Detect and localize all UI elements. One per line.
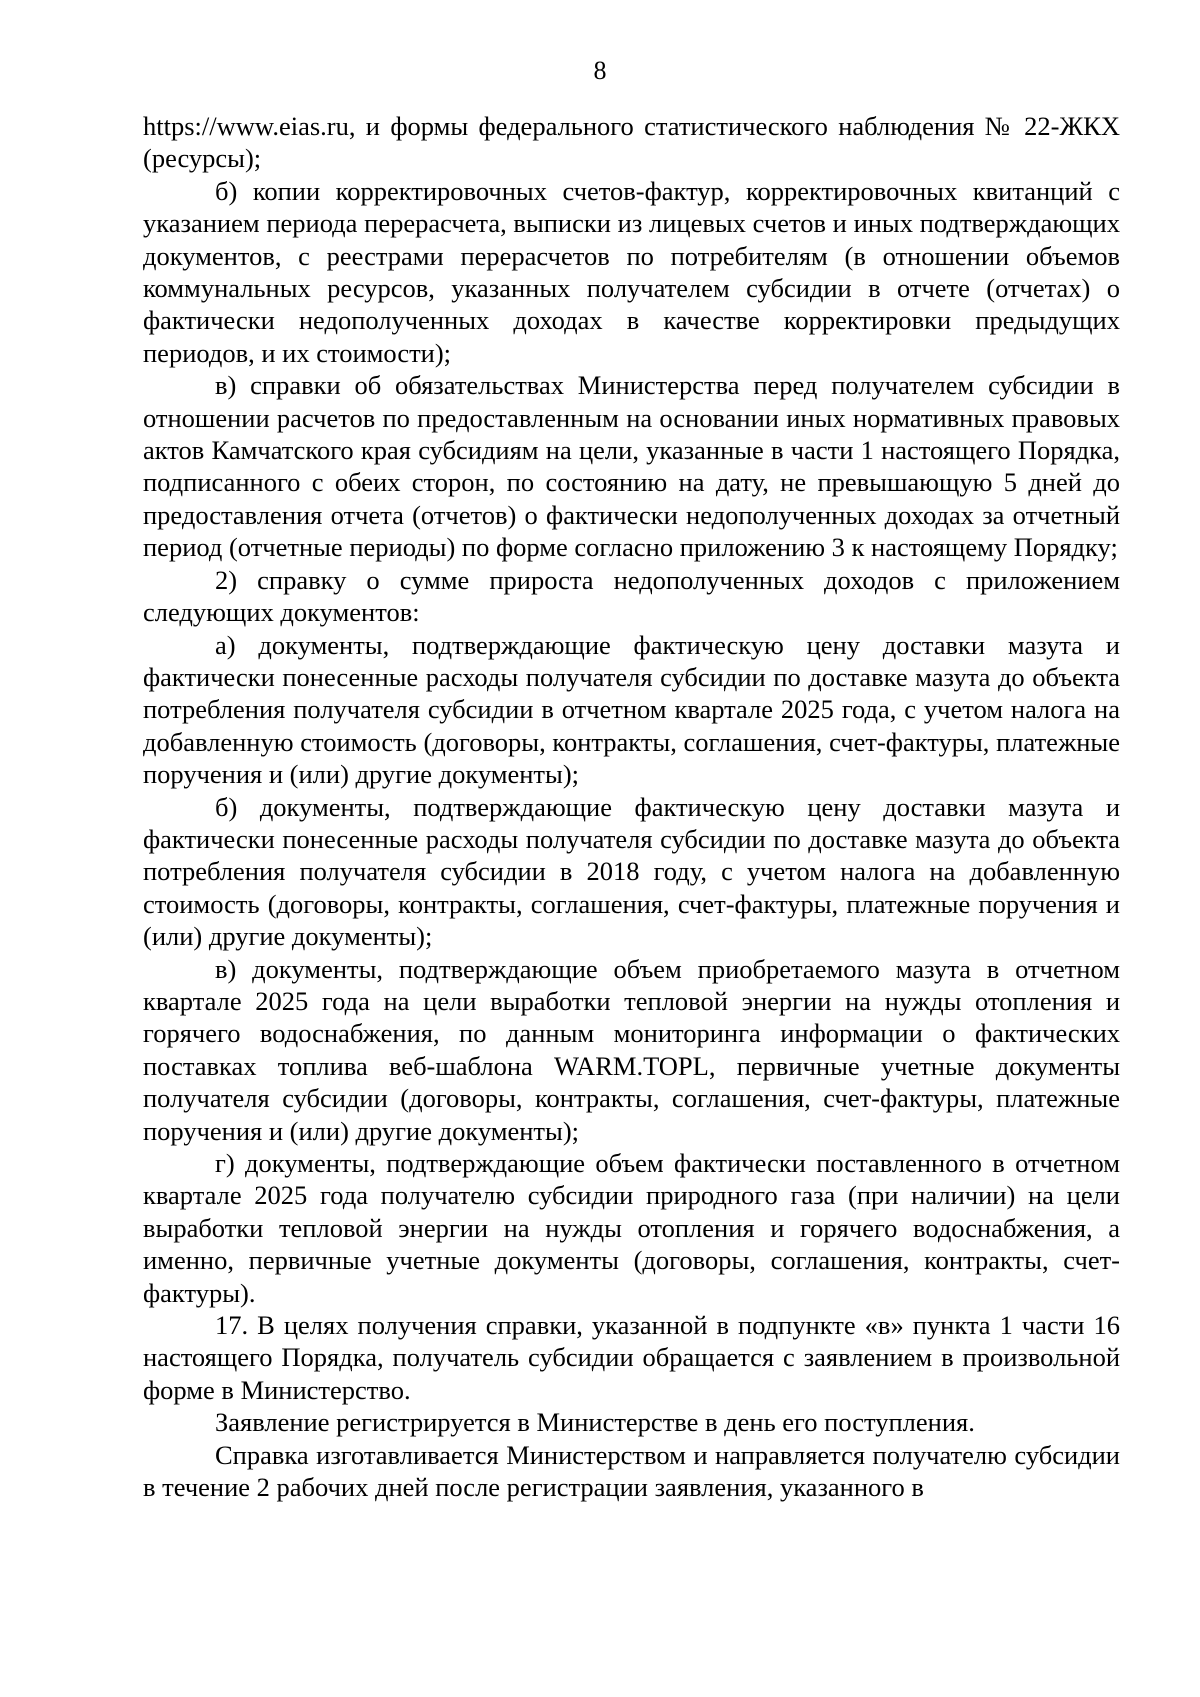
paragraph-item-v-fuel-oil-volume: в) документы, подтверждающие объем приобретаемого мазута в отчетном квартале 2025 года на цели выработки тепловой энергии на нужды отопления и горячего водоснабжения, по данным мониторинга информации о фактических поставках топлива веб-шаблона WARM.TOPL, первичные учетные документы получателя субсидии (договоры, контракты, соглашения, счет-фактуры, платежные поручения и (или) другие документы); <box>143 953 1120 1146</box>
paragraph-item-2-income-growth-certificate: 2) справку о сумме прироста недополученных доходов с приложением следующих документов: <box>143 564 1120 628</box>
paragraph-item-v-obligations-certificate: в) справки об обязательствах Министерства перед получателем субсидии в отношении расчетов по предоставленным на основании иных нормативных правовых актов Камчатского края субсидиям на цели, указанные в части 1 настоящего Порядка, подписанного с обеих сторон, по состоянию на дату, не превышающую 5 дней до предоставления отчета (отчетов) о фактически недополученных доходах за отчетный период (отчетные периоды) по форме согласно приложению 3 к настоящему Порядку; <box>143 370 1120 563</box>
paragraph-item-b-corrective-invoices: б) копии корректировочных счетов-фактур, корректировочных квитанций с указанием периода перерасчета, выписки из лицевых счетов и иных подтверждающих документов, с реестрами перерасчетов по потребителям (в отношении объемов коммунальных ресурсов, указанных получателем субсидии в отчете (отчетах) о фактически недополученных доходах в качестве корректировки предыдущих периодов, и их стоимости); <box>143 175 1120 368</box>
page-number: 8 <box>593 56 607 85</box>
document-body <box>143 110 1120 1503</box>
paragraph-item-a-delivery-price-2025: а) документы, подтверждающие фактическую цену доставки мазута и фактически понесенные расходы получателя субсидии по доставке мазута до объекта потребления получателя субсидии в отчетном квартале 2025 года, с учетом налога на добавленную стоимость (договоры, контракты, соглашения, счет-фактуры, платежные поручения и (или) другие документы); <box>143 629 1120 790</box>
paragraph-certificate-issuance: Справка изготавливается Министерством и направляется получателю субсидии в течение 2 рабочих дней после регистрации заявления, указанного в <box>143 1439 1120 1503</box>
paragraph-item-b-delivery-price-2018: б) документы, подтверждающие фактическую цену доставки мазута и фактически понесенные расходы получателя субсидии по доставке мазута до объекта потребления получателя субсидии в 2018 году, с учетом налога на добавленную стоимость (договоры, контракты, соглашения, счет-фактуры, платежные поручения и (или) другие документы); <box>143 791 1120 952</box>
paragraph-section-17: 17. В целях получения справки, указанной в подпункте «в» пункта 1 части 16 настоящего Порядка, получатель субсидии обращается с заявлением в произвольной форме в Министерство. <box>143 1310 1120 1405</box>
paragraph-item-g-natural-gas-volume: г) документы, подтверждающие объем фактически поставленного в отчетном квартале 2025 года получателю субсидии природного газа (при наличии) на цели выработки тепловой энергии на нужды отопления и горячего водоснабжения, а именно, первичные учетные документы (договоры, соглашения, контракты, счет-фактуры). <box>143 1148 1120 1308</box>
paragraph-application-registration: Заявление регистрируется в Министерстве в день его поступления. <box>215 1407 975 1438</box>
paragraph-continuation: https://www.eias.ru, и формы федерального статистического наблюдения № 22-ЖКХ (ресурсы); <box>143 111 1120 174</box>
